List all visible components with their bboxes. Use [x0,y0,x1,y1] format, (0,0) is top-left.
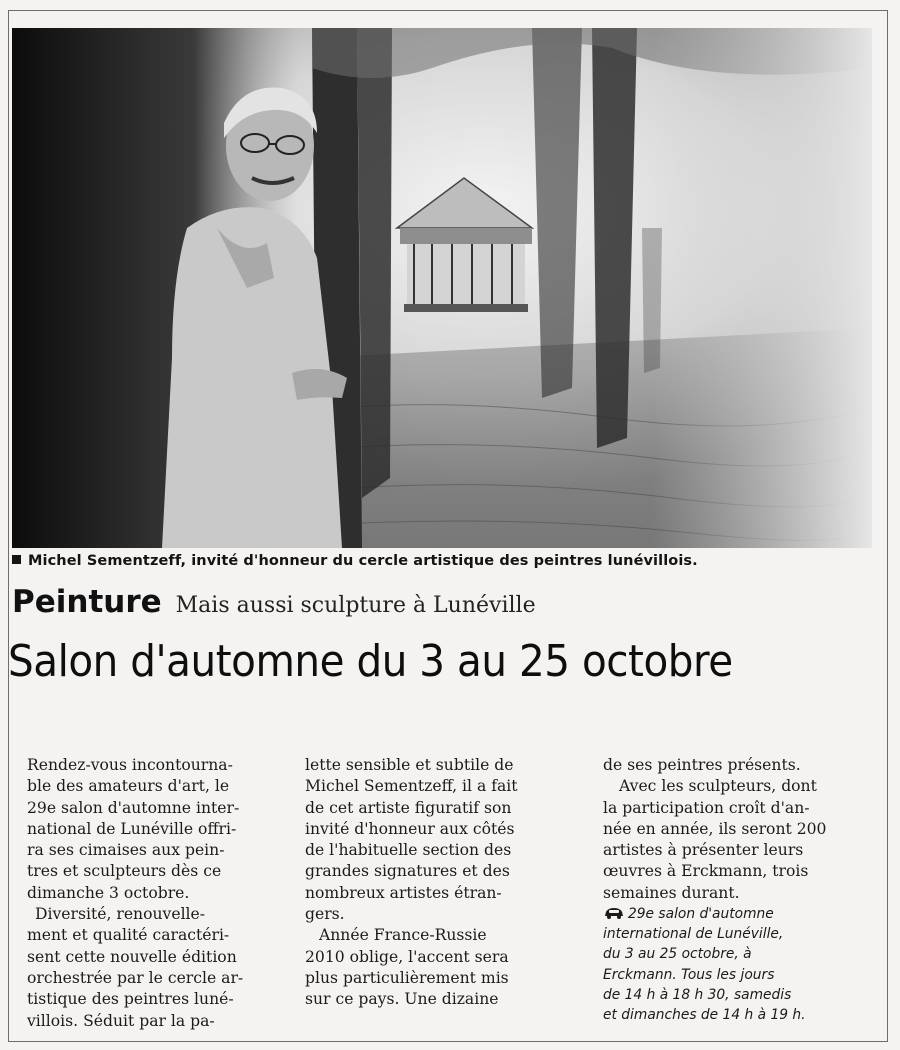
text-line: artistes à présenter leurs [603,841,804,860]
text-line: ble des amateurs d'art, le [27,777,230,796]
section-kicker: Peinture [12,584,162,620]
text-line: tistique des peintres luné- [27,990,234,1009]
text-line: sent cette nouvelle édition [27,947,237,966]
subtitle: Mais aussi sculpture à Lunéville [175,593,536,618]
caption-text: Michel Sementzeff, invité d'honneur du cercle artistique des peintres lunévillois. [28,553,698,569]
text-line: orchestrée par le cercle ar- [27,968,244,987]
text-line: née en année, ils seront 200 [603,819,827,838]
info-line: international de Lunéville, [603,926,784,943]
text-line: semaines durant. [603,883,740,902]
text-line: de l'habituelle section des [305,841,512,860]
text-line: Avec les sculpteurs, dont [619,777,817,796]
text-line: tres et sculpteurs dès ce [27,862,222,881]
text-line: Année France-Russie [319,926,487,945]
text-line: ra ses cimaises aux pein- [27,841,225,860]
text-line: de ses peintres présents. [603,756,801,774]
info-line: Erckmann. Tous les jours [603,966,775,983]
article-column-1 [27,755,299,1032]
text-line: œuvres à Erckmann, trois [603,862,809,881]
text-line: Rendez-vous incontourna- [27,756,233,774]
caption-square-icon [12,555,21,564]
photo-caption [12,553,872,569]
info-line: du 3 au 25 octobre, à [603,946,752,963]
text-line: lette sensible et subtile de [305,756,514,774]
text-line: invité d'honneur aux côtés [305,819,515,838]
text-line: de cet artiste figuratif son [305,798,512,817]
text-line: 2010 oblige, l'accent sera [305,947,509,966]
article-photo [12,28,872,548]
info-line [603,904,875,924]
text-line: 29e salon d'automne inter- [27,798,240,817]
info-text: 29e salon d'automne [628,906,774,923]
text-line: national de Lunéville offri- [27,819,237,838]
kicker-row [12,584,872,628]
text-line: nombreux artistes étran- [305,883,502,902]
text-line: gers. [305,905,345,924]
practical-info [603,904,875,1025]
text-line: Michel Sementzeff, il a fait [305,777,518,796]
text-line: grandes signatures et des [305,862,510,881]
info-line: de 14 h à 18 h 30, samedis [603,986,792,1003]
text-line: la participation croît d'an- [603,798,810,817]
text-line: sur ce pays. Une dizaine [305,990,499,1009]
text-line: ment et qualité caractéri- [27,926,230,945]
article-column-3 [603,755,875,1025]
headline: Salon d'automne du 3 au 25 octobre [8,636,733,687]
article-column-2 [305,755,577,1011]
text-line: Diversité, renouvelle- [35,905,206,924]
info-line: et dimanches de 14 h à 19 h. [603,1007,806,1024]
text-line: dimanche 3 octobre. [27,883,190,902]
text-line: plus particulièrement mis [305,968,509,987]
text-line: villois. Séduit par la pa- [27,1011,215,1030]
car-icon [603,907,625,919]
